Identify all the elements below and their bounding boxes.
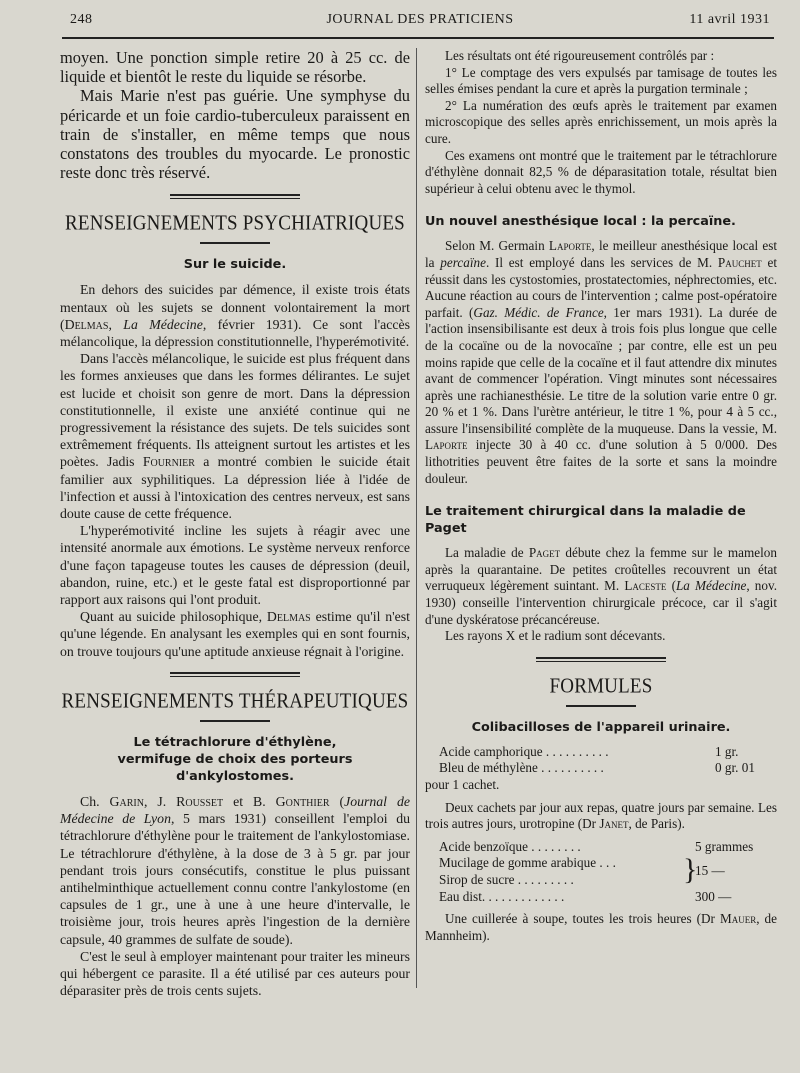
author-name: Laporte (548, 238, 592, 254)
section-title-therapeutiques: RENSEIGNEMENTS THÉRAPEUTIQUES (61, 689, 409, 714)
formula-ingredient: Sirop de sucre . . . . . . . . . (439, 871, 574, 887)
formula-ingredient: Bleu de méthylène . . . . . . . . . . (439, 760, 604, 776)
subsection-title-colibacilloses: Colibacilloses de l'appareil urinaire. (471, 719, 731, 735)
body-paragraph: Deux cachets par jour aux repas, quatre jours par semaine. Les trois autres jours, urotropine (Dr Janet, de Paris). (425, 799, 777, 832)
author-name: Janet (599, 816, 629, 832)
formula-note: pour 1 cachet. (425, 777, 500, 792)
journal-name: Gaz. Médic. de France (473, 304, 604, 320)
body-paragraph: Ch. Garin, J. Rousset et B. Gonthier (Journal de Médecine de Lyon, 5 mars 1931) conseillent l'emploi du tétrachlorure d'éthylène pour le traitement de l'ankylostomiase. Le tétrachlorure d'éthylène, à la dose de 3 à 5 gr. par jour pendant trois jours consécutifs, constitue le plus puissant antihelminthique actuellement connu contre l'ankylostome (en capsules de 1 gr., une à une à une heure d'intervalle, le troisième jour, trois heures après l'ingestion de la dernière capsule, 40 grammes de sulfate de soude). (60, 793, 410, 947)
subsection-title-tetrachlorure: Le tétrachlorure d'éthylène, (133, 734, 337, 750)
section-rule (200, 242, 270, 244)
body-paragraph: Une cuillerée à soupe, toutes les trois heures (Dr Mauer, de Mannheim). (425, 911, 777, 943)
body-paragraph: La maladie de Paget débute chez la femme sur le mamelon après la quarantaine. De petites croûtelles recouvrent un état verruqueux légèrement suintant. M. Laceste (La Médecine, nov. 1930) conseille l'intervention chirurgicale précoce, car il s'agit d'une dyskératose précancéreuse. (425, 545, 777, 627)
subsection-subtitle-vermifuge: vermifuge de choix des porteurs d'ankylostomes. (117, 751, 353, 784)
column-divider (416, 48, 417, 988)
formula-camphorique (425, 744, 777, 794)
body-paragraph: Les résultats ont été rigoureusement contrôlés par : (445, 48, 715, 63)
formula-ingredient: Mucilage de gomme arabique . . . (439, 855, 616, 871)
author-name: Garin (109, 793, 144, 809)
header-rule (62, 37, 774, 39)
section-rule (566, 705, 636, 707)
author-name: Fournier (142, 454, 195, 470)
ornament-rule (536, 657, 666, 665)
running-header (70, 12, 770, 34)
author-name: Mauer (719, 911, 757, 927)
brace-mark: } (683, 853, 698, 887)
formula-benzoique (425, 839, 777, 905)
formula-dose: 0 gr. 01 (715, 760, 755, 776)
right-column (425, 48, 777, 944)
author-name: Laceste (624, 578, 667, 594)
ornament-rule (170, 194, 300, 202)
intro-paragraph: moyen. Une ponction simple retire 20 à 25 cc. de liquide et bientôt le reste du liquide se résorbe. (60, 48, 410, 87)
body-paragraph: L'hyperémotivité incline les sujets à réagir avec une intensité anormale aux émotions. Le système nerveux renforce d'une façon tapageuse toutes les causes de dépression (deuil, abandon, ruine, etc.) et le geste fatal est disproportionné par rapport aux raisons qui l'ont produit. (60, 523, 410, 608)
formula-ingredient: Eau dist. . . . . . . . . . . . . (439, 888, 565, 904)
body-paragraph: Quant au suicide philosophique, Delmas estime qu'il n'est qu'une légende. En analysant les exemples qui en sont fournis, on trouve toujours qu'une aptitude anxieuse régnait à l'origine. (60, 609, 410, 659)
subsection-title-percaine: Un nouvel anesthésique local : la percaïne. (425, 214, 736, 230)
ornament-rule (170, 672, 300, 680)
body-paragraph: Ces examens ont montré que le traitement par le tétrachlorure d'éthylène donnait 82,5 % de déparasitation totale, résultat bien supérieur à celui obtenu avec le thymol. (425, 147, 777, 196)
body-paragraph: 1° Le comptage des vers expulsés par tamisage de toutes les selles émises pendant la cure et après la purgation terminale ; (425, 64, 777, 97)
body-paragraph: Selon M. Germain Laporte, le meilleur anesthésique local est la percaïne. Il est employé dans les services de M. Pauchet et réussit dans les cystostomies, prostatectomies, néphrectomies, etc. Aucune réaction au cours de l'intervention ; calme post-opératoire parfait. (Gaz. Médic. de France, 1er mars 1931). La durée de l'action insensibilisante est deux à trois fois plus longue que celle de la cocaïne ou de la novocaïne ; par contre, elle est un peu moins rapide que celle de la cocaïne et il faut attendre dix minutes avant de commencer l'opération. Vingt minutes sont nécessaires après une rachianesthésie. Le titre de la solution varie entre 0 gr. 20 % et 1 %. Dans l'urètre antérieur, le titre 1 %, pour 4 à 5 cc., assure l'insensibilité complète de la muqueuse. Dans la vessie, M. Laporte injecte 30 à 40 cc. d'une solution à 5 0/000. Des lithotrities peuvent être faites de la sorte et sans la moindre douleur. (425, 238, 777, 486)
body-paragraph: Les rayons X et le radium sont décevants. (445, 628, 666, 644)
author-name: Gonthier (275, 793, 330, 809)
page-number: 248 (70, 12, 93, 27)
intro-paragraph: Mais Marie n'est pas guérie. Une symphyse du péricarde et un foie cardio-tuberculeux paraissent en train de s'installer, en même temps que nous constatons des troubles du myocarde. Le pronostic reste donc très réservé. (60, 86, 410, 183)
journal-name: La Médecine (123, 316, 203, 332)
formula-dose: 5 grammes (695, 838, 754, 854)
left-column (60, 48, 410, 999)
formula-dose: 15 — (695, 863, 725, 879)
body-paragraph: Dans l'accès mélancolique, le suicide est plus fréquent dans les formes anxieuses que dans les formes délirantes. Le sujet est lucide et choisit son genre de mort. Dans la dépression constitutionnelle, il existe une anxiété continue qui ne progressivement la résistance des sujets. De tels suicides sont extrêmement fréquents. Ils atteignent surtout les artistes et les poètes. Jadis Fournier a montré combien le suicide était familier aux syphilitiques. La dépression liée à l'idée de l'infection et aussi à l'intoxication des centres nerveux, est sans doute cause de cette fréquence. (60, 351, 410, 522)
author-name: Laporte (425, 437, 468, 453)
section-title-psychiatriques: RENSEIGNEMENTS PSYCHIATRIQUES (65, 212, 405, 236)
section-title-formules: FORMULES (549, 674, 653, 699)
author-name: Delmas (64, 316, 109, 332)
section-rule (200, 720, 270, 722)
author-name: Delmas (266, 609, 311, 625)
journal-name: Journal de Médecine de Lyon (60, 793, 410, 827)
formula-ingredient: Acide benzoïque . . . . . . . . (439, 838, 581, 854)
journal-name: La Médecine (675, 578, 747, 594)
issue-date: 11 avril 1931 (689, 12, 770, 27)
author-name: Rousset (176, 793, 224, 809)
author-name: Paget (528, 545, 561, 561)
body-paragraph: C'est le seul à employer maintenant pour traiter les mineurs qui hébergent ce parasite. Il a été utilisé par ces auteurs pour déparasiter près de trois cents sujets. (60, 948, 410, 999)
journal-title: JOURNAL DES PRATICIENS (326, 12, 514, 27)
subsection-title-paget: Le traitement chirurgical dans la maladie de Paget (425, 504, 746, 537)
body-paragraph: 2° La numération des œufs après le traitement par examen microscopique des selles après enrichissement, un mois après la cure. (425, 97, 777, 146)
formula-dose: 300 — (695, 888, 732, 904)
author-name: Pauchet (717, 254, 762, 270)
subsection-title-suicide: Sur le suicide. (183, 257, 287, 273)
body-paragraph: En dehors des suicides par démence, il existe trois états mentaux où les sujets se donnent volontairement la mort (Delmas, La Médecine, février 1931). Ce sont l'accès mélancolique, la dépression constitutionnelle, l'hyperémotivité. (60, 282, 411, 350)
formula-ingredient: Acide camphorique . . . . . . . . . . (439, 743, 609, 759)
formula-dose: 1 gr. (715, 743, 739, 759)
